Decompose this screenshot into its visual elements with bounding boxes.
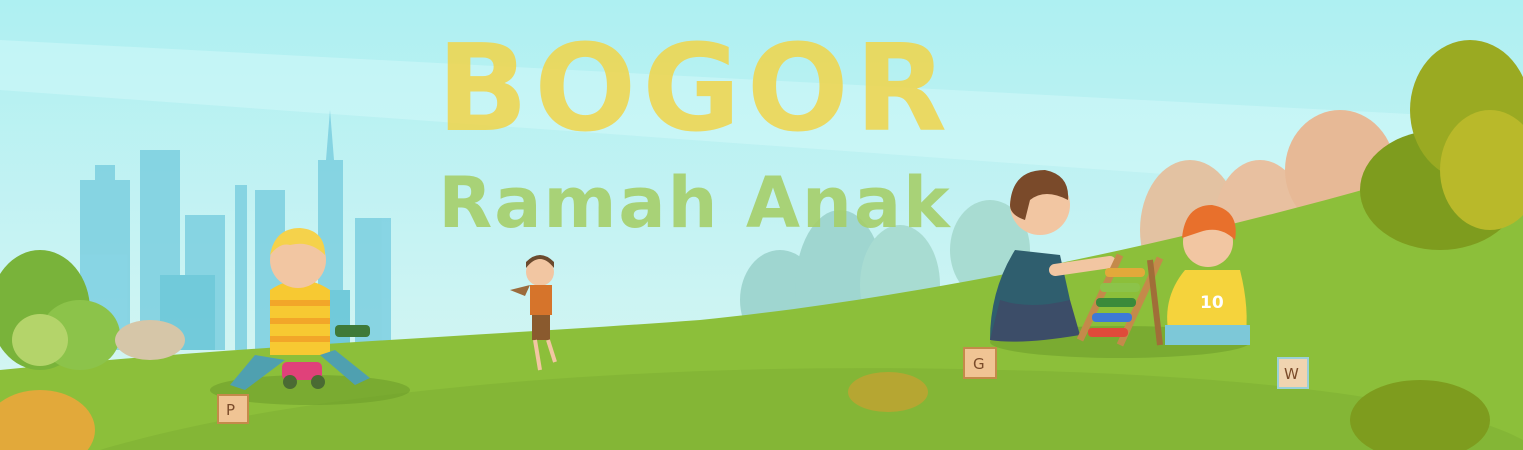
letter-block-p [218, 395, 248, 423]
letter-block-w [1278, 358, 1308, 388]
block-letter-p: P [226, 401, 236, 419]
city-skyline [80, 110, 391, 350]
grass-tuft [848, 372, 928, 412]
letter-block-g [964, 348, 996, 378]
banner-title: BOGOR [436, 20, 954, 159]
block-letter-w: W [1284, 365, 1299, 383]
block-letter-g: G [973, 355, 985, 373]
banner-subtitle: Ramah Anak [438, 162, 952, 244]
jersey-number: 10 [1200, 293, 1224, 313]
